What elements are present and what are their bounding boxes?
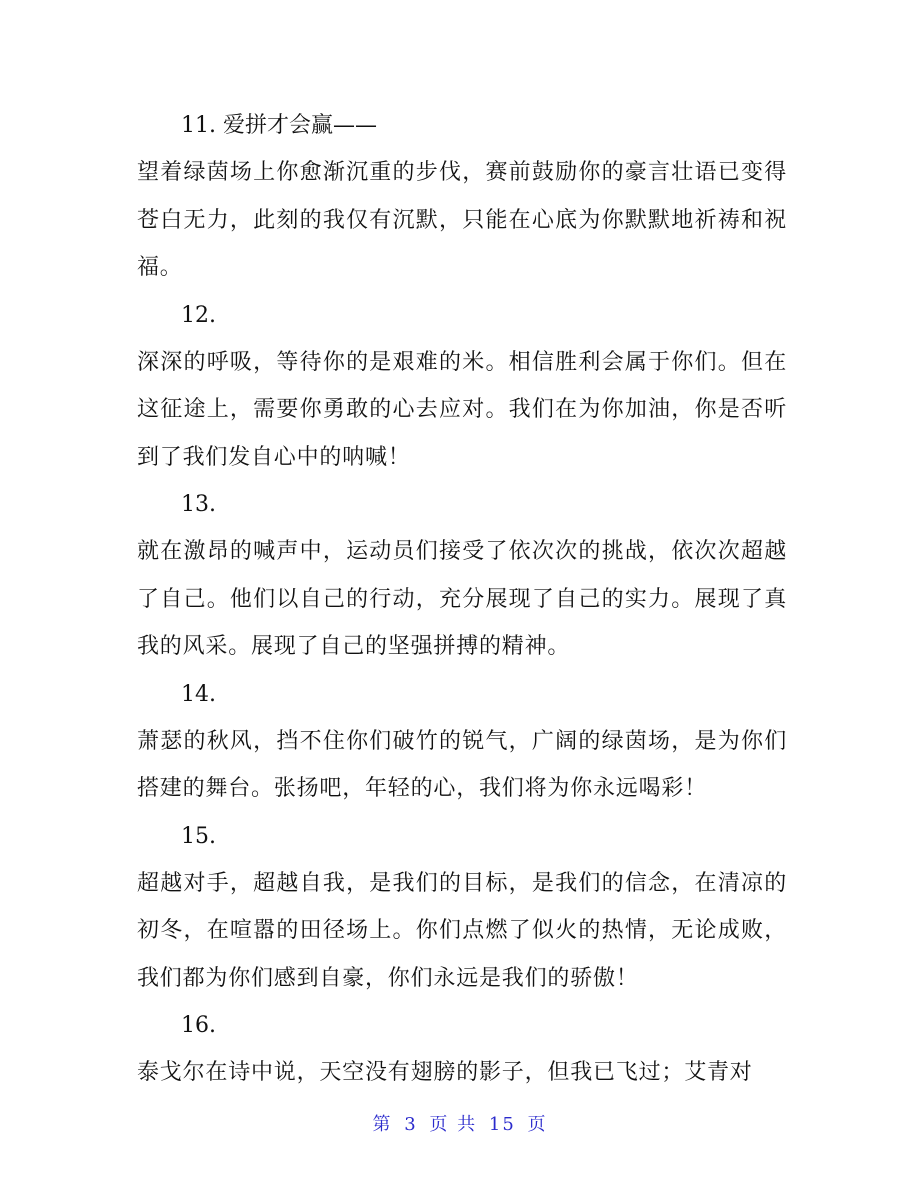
section-text-14: 萧瑟的秋风，挡不住你们破竹的锐气，广阔的绿茵场，是为你们搭建的舞台。张扬吧，年轻的心，我们将为你永远喝彩！ bbox=[137, 728, 787, 801]
document-body bbox=[137, 102, 787, 1097]
page-footer bbox=[0, 1110, 920, 1136]
footer-middle: 页 共 bbox=[429, 1114, 478, 1135]
footer-prefix: 第 bbox=[372, 1114, 393, 1135]
section-heading-12: 12. bbox=[181, 302, 216, 328]
footer-page-number: 3 bbox=[404, 1114, 418, 1135]
section-heading-13: 13. bbox=[181, 492, 216, 517]
footer-suffix: 页 bbox=[527, 1114, 548, 1135]
footer-total-pages: 15 bbox=[488, 1114, 516, 1135]
section-text-11: 望着绿茵场上你愈渐沉重的步伐，赛前鼓励你的豪言壮语已变得苍白无力，此刻的我仅有沉默，只能在心底为你默默地祈祷和祝福。 bbox=[137, 160, 787, 280]
section-heading-14: 14. bbox=[181, 681, 216, 707]
section-heading-11: 11. 爱拼才会赢—— bbox=[181, 113, 377, 138]
section-text-13: 就在激昂的喊声中，运动员们接受了依次次的挑战，依次次超越了自己。他们以自己的行动，充分展现了自己的实力。展现了真我的风采。展现了自己的坚强拼搏的精神。 bbox=[137, 539, 787, 659]
section-heading-15: 15. bbox=[181, 823, 216, 849]
section-heading-16: 16. bbox=[181, 1013, 216, 1038]
section-text-16: 泰戈尔在诗中说，天空没有翅膀的影子，但我已飞过；艾青对 bbox=[137, 1060, 753, 1085]
section-text-12: 深深的呼吸，等待你的是艰难的米。相信胜利会属于你们。但在这征途上，需要你勇敢的心去应对。我们在为你加油，你是否听到了我们发自心中的呐喊！ bbox=[137, 349, 787, 470]
section-text-15: 超越对手，超越自我，是我们的目标，是我们的信念，在清凉的初冬，在喧嚣的田径场上。你们点燃了似火的热情，无论成败，我们都为你们感到自豪，你们永远是我们的骄傲！ bbox=[137, 870, 787, 991]
